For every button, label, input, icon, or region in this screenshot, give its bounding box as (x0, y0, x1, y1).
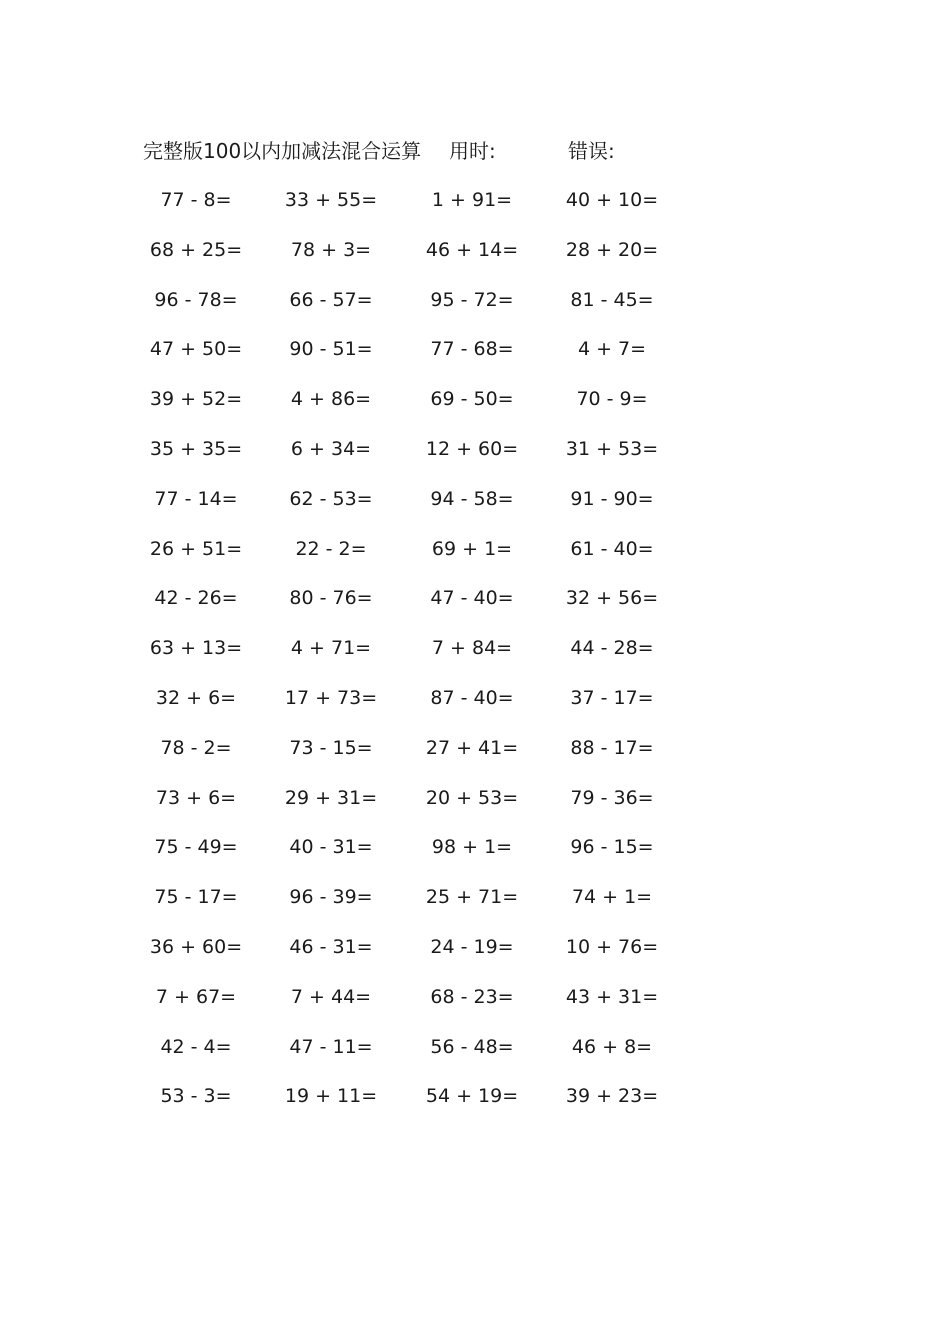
math-problem: 80 - 76= (289, 587, 373, 610)
math-problem: 68 - 23= (430, 985, 514, 1008)
math-problem: 79 - 36= (570, 786, 654, 809)
math-problem: 42 - 4= (160, 1035, 232, 1058)
math-problem: 39 + 52= (149, 388, 243, 411)
math-problem: 88 - 17= (570, 736, 654, 759)
math-problem: 40 - 31= (289, 836, 373, 859)
problem-row (0, 184, 950, 234)
math-problem: 62 - 53= (289, 487, 373, 510)
problem-row (0, 881, 950, 931)
math-problem: 63 + 13= (149, 637, 243, 660)
math-problem: 22 - 2= (295, 537, 367, 560)
math-problem: 74 + 1= (571, 886, 653, 909)
math-problem: 69 + 1= (431, 537, 513, 560)
math-problem: 46 - 31= (289, 935, 373, 958)
math-problem: 10 + 76= (565, 935, 659, 958)
math-problem: 17 + 73= (284, 686, 378, 709)
problem-row (0, 333, 950, 383)
math-problem: 43 + 31= (565, 985, 659, 1008)
math-problem: 81 - 45= (570, 288, 654, 311)
math-problem: 98 + 1= (431, 836, 513, 859)
math-problem: 73 + 6= (155, 786, 237, 809)
worksheet-header (143, 136, 703, 166)
problem-row (0, 981, 950, 1031)
math-problem: 7 + 44= (290, 985, 372, 1008)
math-problem: 90 - 51= (289, 338, 373, 361)
math-problem: 73 - 15= (289, 736, 373, 759)
problem-row (0, 284, 950, 334)
math-problem: 28 + 20= (565, 238, 659, 261)
math-problem: 47 - 40= (430, 587, 514, 610)
math-problem: 61 - 40= (570, 537, 654, 560)
math-problem: 36 + 60= (149, 935, 243, 958)
problem-row (0, 782, 950, 832)
problem-row (0, 483, 950, 533)
math-problem: 46 + 14= (425, 238, 519, 261)
problem-row (0, 1080, 950, 1130)
math-problem: 77 - 14= (154, 487, 238, 510)
math-problem: 42 - 26= (154, 587, 238, 610)
problem-row (0, 682, 950, 732)
math-problem: 26 + 51= (149, 537, 243, 560)
math-problem: 77 - 68= (430, 338, 514, 361)
math-problem: 40 + 10= (565, 189, 659, 211)
problem-row (0, 931, 950, 981)
math-problem: 87 - 40= (430, 686, 514, 709)
math-problem: 77 - 8= (160, 189, 232, 211)
math-problem: 24 - 19= (430, 935, 514, 958)
math-problem: 20 + 53= (425, 786, 519, 809)
math-problem: 7 + 67= (155, 985, 237, 1008)
problem-row (0, 234, 950, 284)
problem-row (0, 383, 950, 433)
problem-row (0, 831, 950, 881)
problem-row (0, 732, 950, 782)
time-label: 用时: (449, 139, 496, 163)
math-problem: 4 + 7= (577, 338, 647, 361)
problem-row (0, 582, 950, 632)
math-problem: 39 + 23= (565, 1085, 659, 1108)
math-problem: 96 - 39= (289, 886, 373, 909)
math-problem: 75 - 49= (154, 836, 238, 859)
math-problem: 44 - 28= (570, 637, 654, 660)
math-problem: 54 + 19= (425, 1085, 519, 1108)
math-problem: 96 - 78= (154, 288, 238, 311)
math-problem: 46 + 8= (571, 1035, 653, 1058)
math-problem: 70 - 9= (576, 388, 648, 411)
math-problem: 94 - 58= (430, 487, 514, 510)
math-problem: 33 + 55= (284, 189, 378, 211)
math-problem: 78 - 2= (160, 736, 232, 759)
math-problem: 78 + 3= (290, 238, 372, 261)
math-problem: 53 - 3= (160, 1085, 232, 1108)
math-problem: 47 - 11= (289, 1035, 373, 1058)
math-problem: 31 + 53= (565, 437, 659, 460)
math-problem: 68 + 25= (149, 238, 243, 261)
errors-label: 错误: (568, 139, 615, 163)
math-problem: 47 + 50= (149, 338, 243, 361)
math-problem: 37 - 17= (570, 686, 654, 709)
math-problem: 4 + 86= (290, 388, 372, 411)
math-problem: 12 + 60= (425, 437, 519, 460)
math-problem: 7 + 84= (431, 637, 513, 660)
math-problem: 32 + 56= (565, 587, 659, 610)
problem-grid (0, 184, 950, 1130)
math-problem: 29 + 31= (284, 786, 378, 809)
math-problem: 69 - 50= (430, 388, 514, 411)
worksheet-title: 完整版100以内加减法混合运算 (143, 139, 422, 163)
math-problem: 96 - 15= (570, 836, 654, 859)
math-problem: 95 - 72= (430, 288, 514, 311)
math-problem: 1 + 91= (431, 189, 513, 211)
math-problem: 35 + 35= (149, 437, 243, 460)
math-problem: 19 + 11= (284, 1085, 378, 1108)
problem-row (0, 433, 950, 483)
math-problem: 25 + 71= (425, 886, 519, 909)
math-problem: 75 - 17= (154, 886, 238, 909)
math-problem: 56 - 48= (430, 1035, 514, 1058)
math-problem: 91 - 90= (570, 487, 654, 510)
math-problem: 66 - 57= (289, 288, 373, 311)
problem-row (0, 632, 950, 682)
math-problem: 6 + 34= (290, 437, 372, 460)
math-problem: 27 + 41= (425, 736, 519, 759)
problem-row (0, 533, 950, 583)
math-problem: 32 + 6= (155, 686, 237, 709)
problem-row (0, 1031, 950, 1081)
math-problem: 4 + 71= (290, 637, 372, 660)
